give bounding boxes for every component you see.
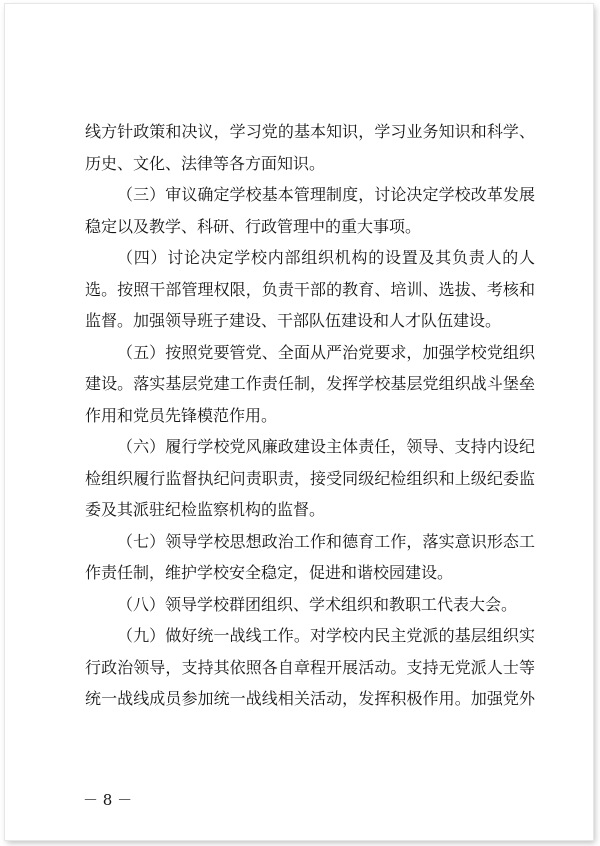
document-page (5, 4, 593, 840)
paragraph-line: 委及其派驻纪检监察机构的监督。 (85, 500, 326, 519)
paragraph (85, 179, 535, 242)
paragraph-line: （七）领导学校思想政治工作和德育工作，落实意识形态工 (117, 531, 535, 551)
paragraph-line: （四）讨论决定学校内部组织机构的设置及其负责人的人 (117, 248, 535, 267)
paragraph-line: （五）按照党要管党、全面从严治党要求，加强学校党组织 (117, 342, 535, 362)
paragraph (85, 526, 535, 589)
paragraph-line: 统一战线成员参加统一战线相关活动，发挥积极作用。加强党外 (85, 689, 535, 708)
paragraph (85, 589, 535, 621)
paragraph-line: （八）领导学校群团组织、学术组织和教职工代表大会。 (117, 594, 518, 614)
paragraph (85, 116, 535, 179)
paragraph-line: （九）做好统一战线工作。对学校内民主党派的基层组织实 (117, 626, 535, 645)
paragraph-line: 选。按照干部管理权限，负责干部的教育、培训、选拔、考核和 (85, 279, 535, 299)
paragraph (85, 242, 535, 337)
paragraph-line: （六）履行学校党风廉政建设主体责任，领导、支持内设纪 (117, 437, 535, 456)
paragraph-line: 检组织履行监督执纪问责职责，接受同级纪检组织和上级纪委监 (85, 468, 535, 488)
paragraph (85, 337, 535, 432)
page-number: － 8 － (83, 791, 133, 809)
paragraph-line: 作责任制，维护学校安全稳定，促进和谐校园建设。 (85, 563, 454, 582)
paragraph-line: 历史、文化、法律等各方面知识。 (85, 153, 326, 173)
paragraph-line: 线方针政策和决议，学习党的基本知识，学习业务知识和科学、 (85, 122, 535, 141)
paragraph-line: （三）审议确定学校基本管理制度，讨论决定学校改革发展 (117, 185, 535, 204)
paragraph-line: 监督。加强领导班子建设、干部队伍建设和人才队伍建设。 (85, 311, 502, 330)
paragraph-line: 行政治领导，支持其依照各自章程开展活动。支持无党派人士等 (85, 657, 535, 677)
document-body (85, 116, 535, 715)
paragraph (85, 431, 535, 526)
paragraph-line: 稳定以及教学、科研、行政管理中的重大事项。 (85, 216, 422, 236)
paragraph-line: 建设。落实基层党建工作责任制，发挥学校基层党组织战斗堡垒 (85, 374, 535, 393)
paragraph (85, 620, 535, 715)
paragraph-line: 作用和党员先锋模范作用。 (85, 405, 278, 425)
